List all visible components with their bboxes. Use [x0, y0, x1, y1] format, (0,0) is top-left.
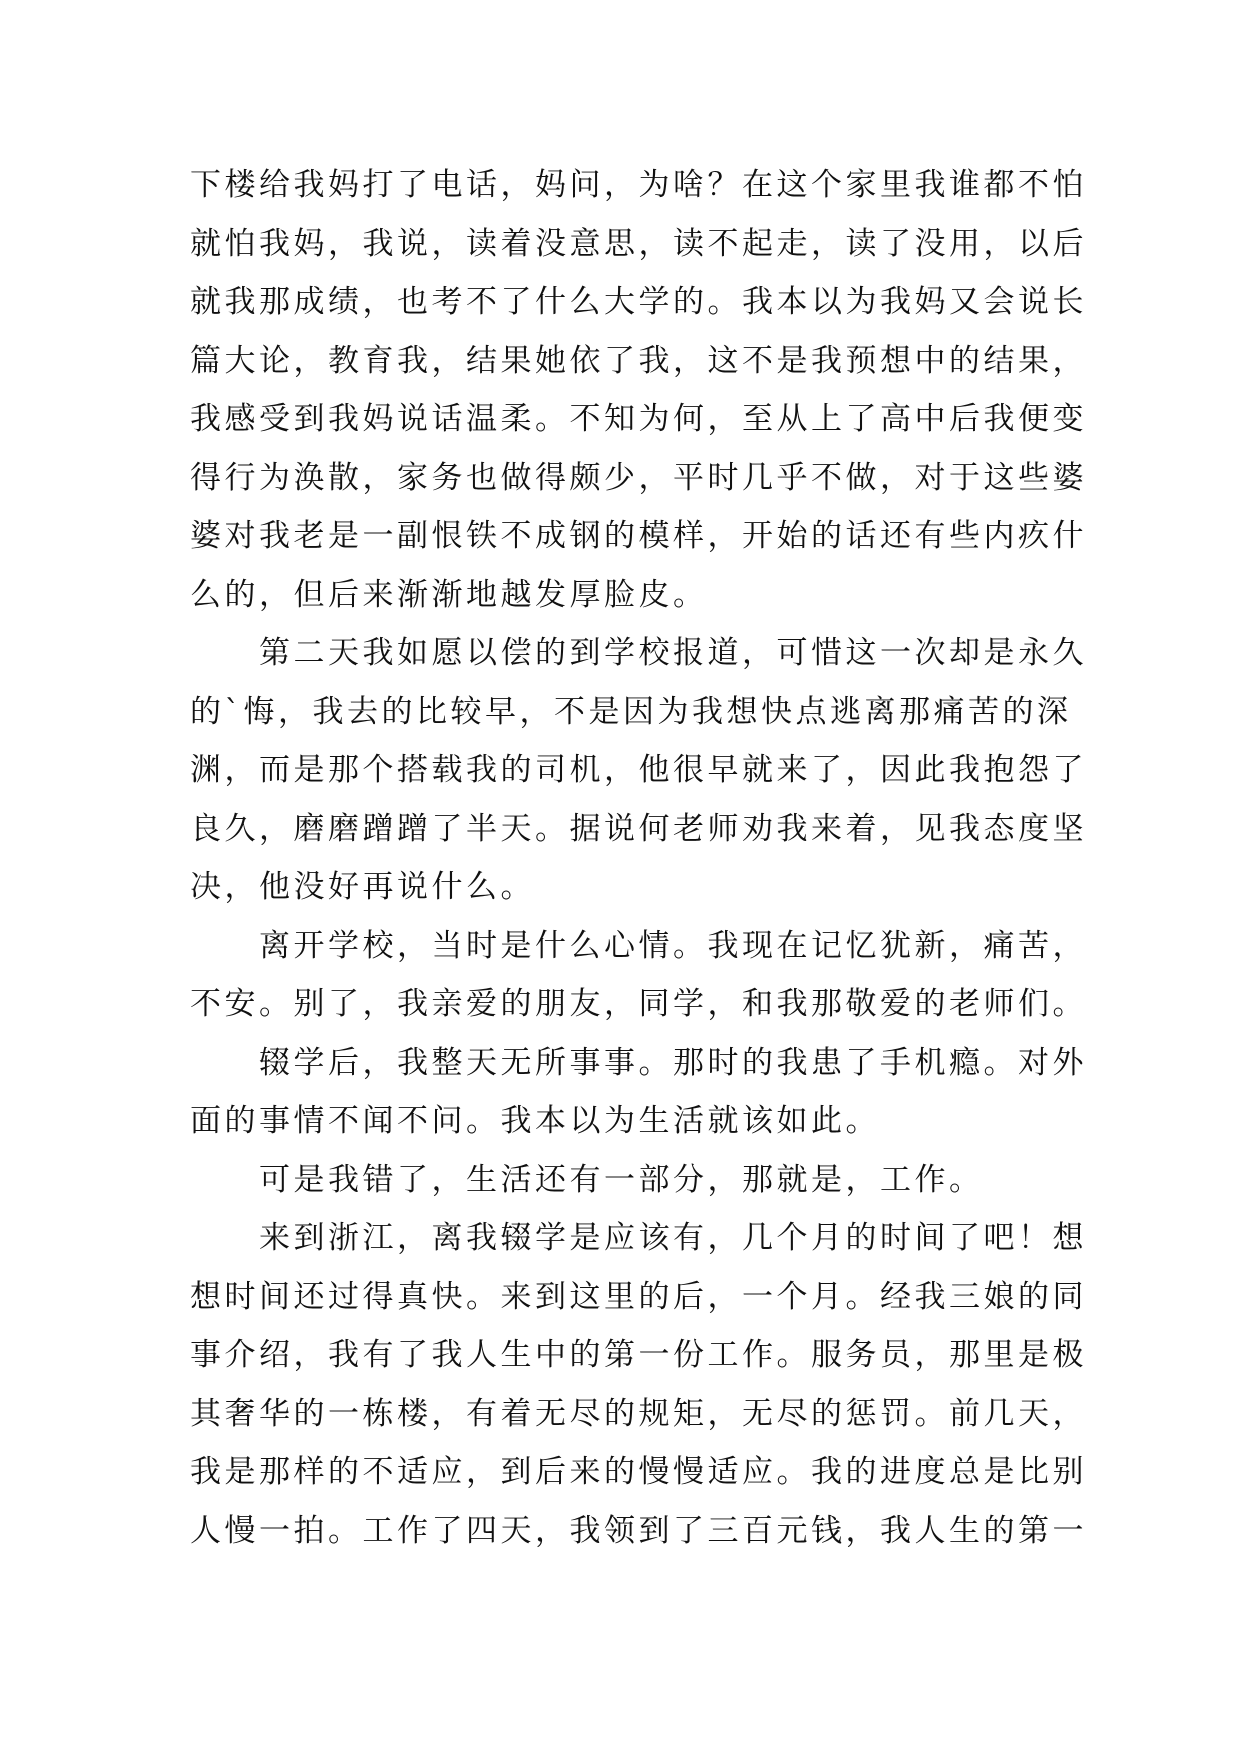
text-line: 下楼给我妈打了电话，妈问，为啥？在这个家里我谁都不怕 [190, 167, 1087, 203]
text-line: 婆对我老是一副恨铁不成钢的模样，开始的话还有些内疚什 [190, 518, 1087, 554]
text-line: 想时间还过得真快。来到这里的后，一个月。经我三娘的同 [190, 1278, 1087, 1315]
text-line: 得行为涣散，家务也做得颇少，平时几乎不做，对于这些婆 [190, 459, 1087, 496]
text-line: 我感受到我妈说话温柔。不知为何，至从上了高中后我便变 [190, 401, 1087, 437]
text-line: 不安。别了，我亲爱的朋友，同学，和我那敬爱的老师们。 [190, 986, 1087, 1022]
text-line: 就我那成绩，也考不了什么大学的。我本以为我妈又会说长 [190, 284, 1087, 320]
text-line: 的`悔，我去的比较早，不是因为我想快点逃离那痛苦的深 [190, 693, 1072, 730]
text-line: 来到浙江，离我辍学是应该有，几个月的时间了吧！想 [190, 1220, 1087, 1256]
text-line: 离开学校，当时是什么心情。我现在记忆犹新，痛苦， [190, 927, 1087, 964]
text-line: 渊，而是那个搭载我的司机，他很早就来了，因此我抱怨了 [190, 752, 1087, 788]
text-line: 可是我错了，生活还有一部分，那就是，工作。 [190, 1161, 984, 1198]
text-line: 人慢一拍。工作了四天，我领到了三百元钱，我人生的第一 [190, 1512, 1087, 1549]
body-text [190, 156, 1087, 1560]
text-line: 就怕我妈，我说，读着没意思，读不起走，读了没用，以后 [190, 225, 1087, 262]
text-line: 第二天我如愿以偿的到学校报道，可惜这一次却是永久 [190, 635, 1087, 671]
text-line: 篇大论，教育我，结果她依了我，这不是我预想中的结果， [190, 342, 1087, 379]
text-line: 其奢华的一栋楼，有着无尽的规矩，无尽的惩罚。前几天， [190, 1395, 1087, 1432]
text-line: 事介绍，我有了我人生中的第一份工作。服务员，那里是极 [190, 1337, 1087, 1373]
text-line: 良久，磨磨蹭蹭了半天。据说何老师劝我来着，见我态度坚 [190, 810, 1087, 847]
text-line: 决，他没好再说什么。 [190, 869, 535, 905]
text-line: 辍学后，我整天无所事事。那时的我患了手机瘾。对外 [190, 1044, 1087, 1081]
text-line: 么的，但后来渐渐地越发厚脸皮。 [190, 576, 708, 613]
text-line: 面的事情不闻不问。我本以为生活就该如此。 [190, 1103, 880, 1139]
text-line: 我是那样的不适应，到后来的慢慢适应。我的进度总是比别 [190, 1454, 1087, 1490]
